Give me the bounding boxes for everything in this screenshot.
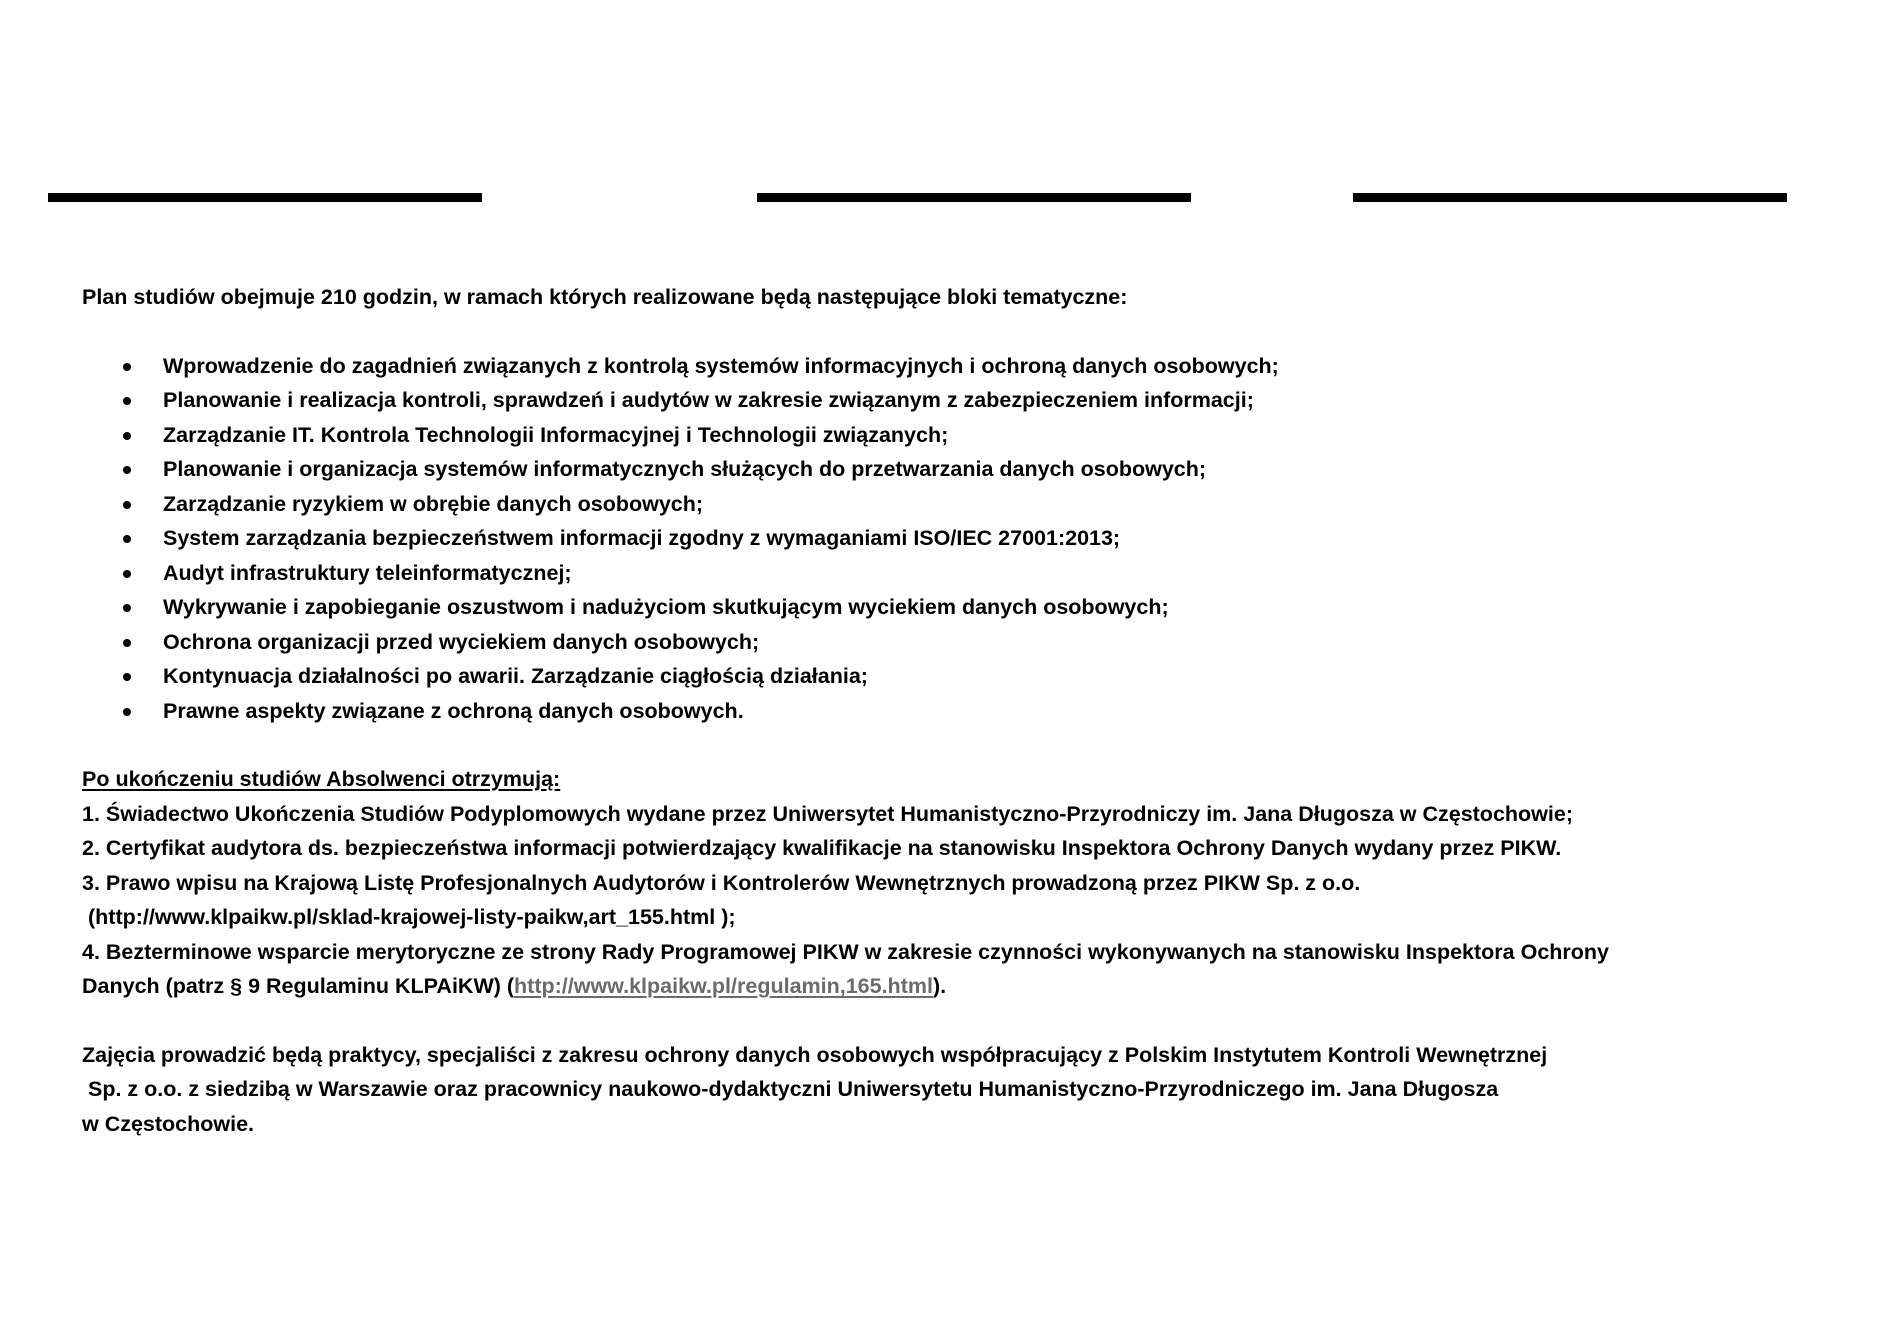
list-item bbox=[82, 590, 1872, 625]
topic-text: Planowanie i realizacja kontroli, sprawdzeń i audytów w zakresie związanym z zabezpieczeniem informacji; bbox=[163, 388, 1254, 412]
bullet-icon bbox=[123, 363, 131, 371]
document-body bbox=[82, 280, 1872, 1141]
header-rule-center bbox=[757, 193, 1191, 202]
topic-text: Zarządzanie ryzykiem w obrębie danych osobowych; bbox=[163, 491, 704, 516]
bullet-icon bbox=[123, 570, 131, 578]
topic-text: Zarządzanie IT. Kontrola Technologii Informacyjnej i Technologii związanych; bbox=[163, 422, 949, 447]
bullet-icon bbox=[123, 501, 131, 509]
graduates-heading: Po ukończeniu studiów Absolwenci otrzymują: bbox=[82, 767, 561, 791]
header-rule-left bbox=[48, 193, 482, 202]
topic-text: Wprowadzenie do zagadnień związanych z kontrolą systemów informacyjnych i ochroną danych osobowych; bbox=[163, 353, 1279, 378]
intro-paragraph: Plan studiów obejmuje 210 godzin, w ramach których realizowane będą następujące bloki tematyczne: bbox=[82, 285, 1128, 309]
graduates-item-4: 4. Bezterminowe wsparcie merytoryczne ze strony Rady Programowej PIKW w zakresie czynności wykonywanych na stanowisku Inspektora Ochrony bbox=[82, 939, 1610, 964]
bullet-icon bbox=[123, 535, 131, 543]
graduates-item-4-suffix: ). bbox=[932, 974, 947, 998]
list-item bbox=[82, 418, 1872, 453]
topic-text: Audyt infrastruktury teleinformatycznej; bbox=[163, 560, 572, 585]
topics-list bbox=[82, 349, 1872, 729]
graduates-item-2: 2. Certyfikat audytora ds. bezpieczeństwa informacji potwierdzający kwalifikacje na stanowisku Inspektora Ochrony Danych wydany przez PIKW. bbox=[82, 836, 1562, 860]
list-item bbox=[82, 521, 1872, 556]
bullet-icon bbox=[123, 397, 131, 405]
regulamin-link[interactable]: http://www.klpaikw.pl/regulamin,165.html bbox=[514, 974, 933, 998]
list-item bbox=[82, 556, 1872, 591]
graduates-item-3-url: (http://www.klpaikw.pl/sklad-krajowej-listy-paikw,art_155.html ); bbox=[88, 905, 736, 929]
closing-line-3: w Częstochowie. bbox=[82, 1111, 255, 1136]
header-rule-right bbox=[1353, 193, 1787, 202]
list-item bbox=[82, 383, 1872, 418]
list-item bbox=[82, 452, 1872, 487]
topic-text: Ochrona organizacji przed wyciekiem danych osobowych; bbox=[163, 629, 760, 654]
graduates-item-3: 3. Prawo wpisu na Krajową Listę Profesjonalnych Audytorów i Kontrolerów Wewnętrznych prowadzoną przez PIKW Sp. z o.o. bbox=[82, 870, 1361, 895]
bullet-icon bbox=[123, 604, 131, 612]
list-item bbox=[82, 487, 1872, 522]
closing-paragraph bbox=[82, 1038, 1872, 1142]
bullet-icon bbox=[123, 673, 131, 681]
topic-text: Prawne aspekty związane z ochroną danych osobowych. bbox=[163, 698, 744, 723]
graduates-item-1: 1. Świadectwo Ukończenia Studiów Podyplomowych wydane przez Uniwersytet Humanistyczno-Przyrodniczy im. Jana Długosza w Częstochowie; bbox=[82, 801, 1573, 826]
topic-text: Planowanie i organizacja systemów informatycznych służących do przetwarzania danych osobowych; bbox=[163, 457, 1207, 481]
graduates-item-4-prefix: Danych (patrz § 9 Regulaminu KLPAiKW) ( bbox=[82, 974, 515, 998]
closing-line-1: Zajęcia prowadzić będą praktycy, specjaliści z zakresu ochrony danych osobowych współpracujący z Polskim Instytutem Kontroli Wewnętrznej bbox=[82, 1042, 1548, 1067]
bullet-icon bbox=[123, 708, 131, 716]
list-item bbox=[82, 694, 1872, 729]
topic-text: Wykrywanie i zapobieganie oszustwom i nadużyciom skutkującym wyciekiem danych osobowych; bbox=[163, 595, 1169, 619]
topic-text: System zarządzania bezpieczeństwem informacji zgodny z wymaganiami ISO/IEC 27001:2013; bbox=[163, 526, 1121, 550]
bullet-icon bbox=[123, 639, 131, 647]
closing-line-2: Sp. z o.o. z siedzibą w Warszawie oraz pracownicy naukowo-dydaktyczni Uniwersytetu Humanistyczno-Przyrodniczego im. Jana Długosza bbox=[88, 1077, 1499, 1101]
graduates-section bbox=[82, 762, 1872, 1004]
bullet-icon bbox=[123, 432, 131, 440]
list-item bbox=[82, 625, 1872, 660]
graduates-item-4-continued bbox=[82, 969, 1872, 1004]
list-item bbox=[82, 659, 1872, 694]
list-item bbox=[82, 349, 1872, 384]
bullet-icon bbox=[123, 466, 131, 474]
topic-text: Kontynuacja działalności po awarii. Zarządzanie ciągłością działania; bbox=[163, 664, 868, 688]
